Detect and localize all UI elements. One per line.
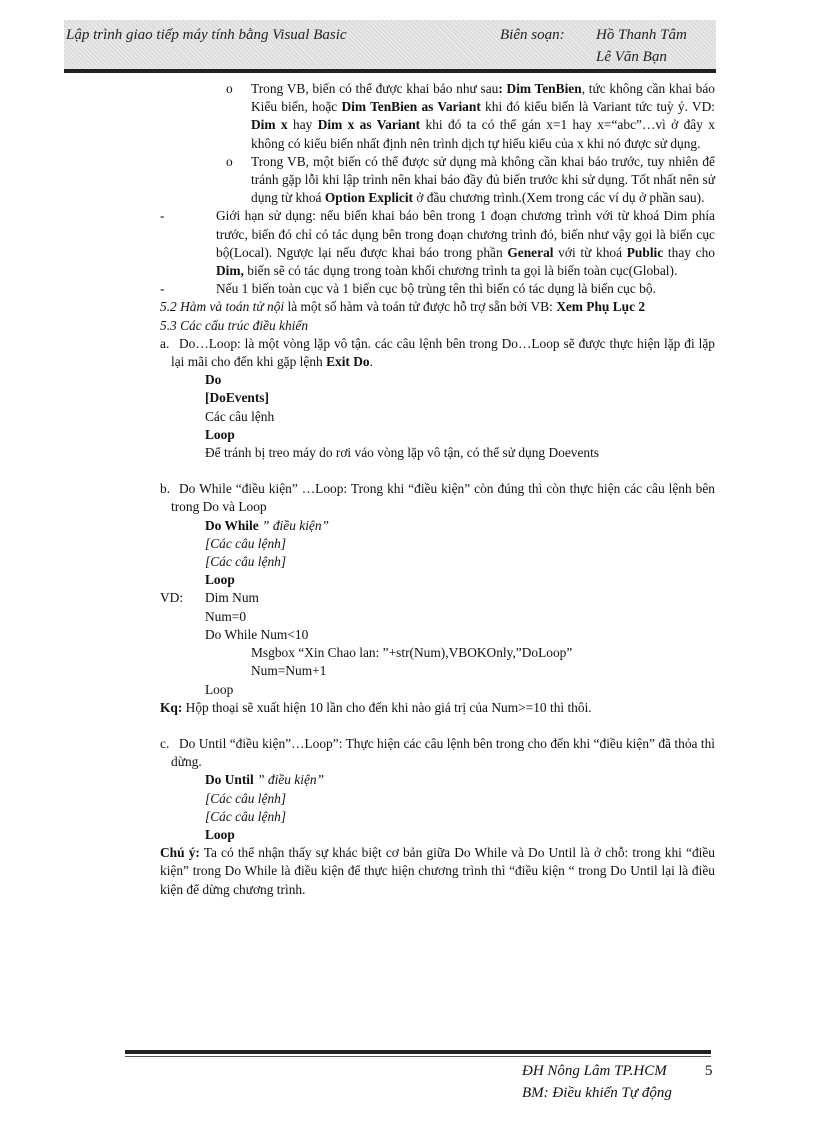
note-paragraph: Chú ý: Ta có thể nhận thấy sự khác biệt cơ bản giữa Do While và Do Until là ở chỗ: trong khi “điều kiện” trong Do While là điều kiện để thực hiện chương trình thì “điều kiện “ trong Do Until lại là điều kiện để dừng chương trình. <box>160 845 715 897</box>
section-5-3 <box>160 317 715 335</box>
document-body <box>160 80 715 899</box>
section-number: 5.2 <box>160 299 177 315</box>
header-author-1: Hồ Thanh Tâm <box>596 27 687 43</box>
dash-marker: - <box>160 208 165 224</box>
header-rule <box>64 69 716 73</box>
dash-paragraph-scope: - Giới hạn sử dụng: nếu biến khai báo bên trong 1 đoạn chương trình với từ khoá Dim phía trước, biến đó chỉ có tác dụng bên trong đoạn chương trình đó, biến như vậy gọi là biến cục bộ(Local). Ngược lại nếu được khai báo trong phần General với từ khoá Public thay cho Dim, biến sẽ có tác dụng trong toàn khối chương trình ta gọi là biến toàn cục(Global). <box>160 208 715 279</box>
section-title: Các cấu trúc điều khiển <box>180 317 309 333</box>
page-header <box>64 20 716 70</box>
code-block-do-until: Do Until ” điều kiện” [Các câu lệnh] [Các câu lệnh] Loop <box>205 772 325 842</box>
footer-rule <box>125 1050 711 1054</box>
footer-rule-thin <box>125 1056 711 1057</box>
example-label: VD: <box>160 590 184 606</box>
sub-bullet-paragraph-option-explicit: o Trong VB, một biến có thể được sử dụng mà không cần khai báo trước, tuy nhiên để tránh gặp lỗi khi lập trình nên khai báo đầy đủ biến trước khi sử dụng. Tốt nhất nên sử dụng từ khoá Option Explicit ở đầu chương trình.(Xem trong các ví dụ ở phần sau). <box>226 153 715 206</box>
example-block: VD: Dim Num Num=0 Do While Num<10 Msgbox “Xin Chao lan: ”+str(Num),VBOKOnly,”DoLoop” Num=Num+1 Loop <box>160 590 573 697</box>
item-a-do-loop: a. Do…Loop: là một vòng lặp vô tận. các câu lệnh bên trong Do…Loop sẽ được thực hiện lặp đi lặp lại mãi cho đến khi gặp lệnh Exit Do. <box>160 335 715 370</box>
item-c-do-until: c. Do Until “điều kiện”…Loop”: Thực hiện các câu lệnh bên trong cho đến khi “điều kiện” đã thỏa thì dừng. <box>160 735 715 770</box>
item-marker: c. <box>160 735 170 751</box>
section-title: Hàm và toán tử nội <box>180 299 285 315</box>
footer-department: BM: Điều khiển Tự động <box>522 1085 672 1101</box>
dash-marker: - <box>160 281 165 297</box>
sub-bullet-marker: o <box>226 153 233 169</box>
section-number: 5.3 <box>160 317 177 333</box>
dash-paragraph-shadowing: - Nếu 1 biến toàn cục và 1 biến cục bộ trùng tên thì biến có tác dụng là biến cục bộ. <box>160 280 715 298</box>
item-marker: a. <box>160 335 170 351</box>
item-b-do-while: b. Do While “điều kiện” …Loop: Trong khi “điều kiện” còn đúng thì còn thực hiện các câu lệnh bên trong Do và Loop <box>160 481 715 515</box>
section-5-2: 5.2 Hàm và toán tử nội là một số hàm và toán tử được hỗ trợ sẵn bởi VB: Xem Phụ Lục 2 <box>160 299 646 315</box>
sub-bullet-marker: o <box>226 81 233 96</box>
header-author-label: Biên soạn: <box>500 27 565 43</box>
header-title: Lập trình giao tiếp máy tính bằng Visual Basic <box>66 27 347 43</box>
page-number: 5 <box>705 1063 713 1079</box>
item-marker: b. <box>160 481 171 497</box>
code-block-do-while: Do While ” điều kiện” [Các câu lệnh] [Các câu lệnh] Loop <box>205 517 329 588</box>
footer-institution: ĐH Nông Lâm TP.HCM <box>522 1063 667 1079</box>
header-author-2: Lê Văn Bạn <box>596 49 667 65</box>
sub-bullet-paragraph-declaration: o Trong VB, biến có thể được khai báo như sau: Dim TenBien, tức không cần khai báo Kiểu biến, hoặc Dim TenBien as Variant khi đó kiểu biến là Variant tức tuỳ ý. VD: Dim x hay Dim x as Variant khi đó ta có thể gán x=1 hay x=“abc”…vì ở đây x không có kiểu biến nhất định nên trình dịch tự hiểu kiểu của x khi nó được sử dụng. <box>226 81 715 151</box>
result-line: Kq: Hộp thoại sẽ xuất hiện 10 lần cho đến khi nào giá trị của Num>=10 thì thôi. <box>160 699 592 715</box>
code-block-do-loop: Do [DoEvents] Các câu lệnh Loop Để tránh bị treo máy do rơi váo vòng lặp vô tận, có thể sử dụng Doevents <box>205 372 600 461</box>
